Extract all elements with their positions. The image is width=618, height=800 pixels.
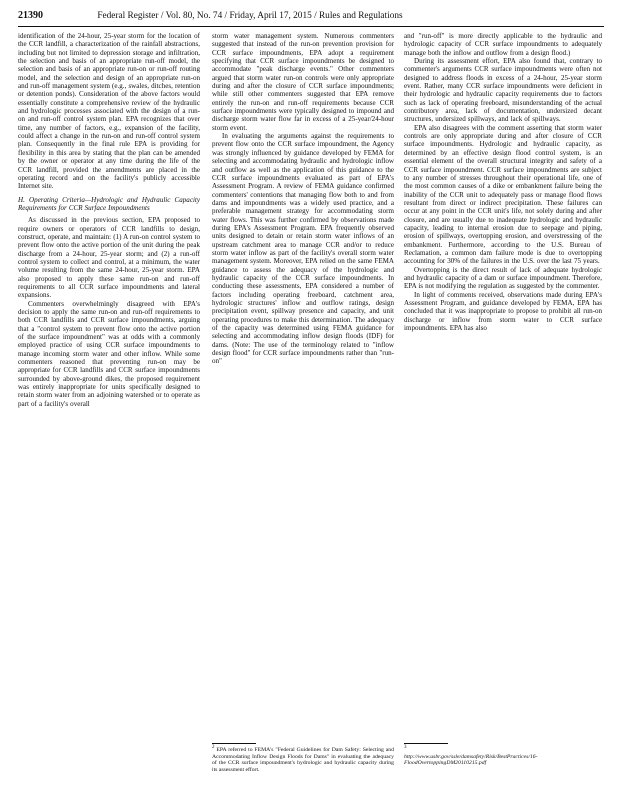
footnote-2	[212, 747, 394, 774]
footnote-rule	[212, 743, 256, 744]
paragraph: In light of comments received, observations made during EPA's Assessment Program, and guidance developed by FEMA, EPA has concluded that it was inappropriate to propose to prohibit all run-on discharge or inflow from storm water to CCR surface impoundments. EPA has also	[404, 290, 602, 333]
footnote-text: EPA referred to FEMA's "Federal Guidelines for Dam Safety: Selecting and Accommodating Inflow Design Floods for Dams" in evaluating the adequacy of the CCR surface impoundment's hydrologic and hydraulic capacity during its assessment effort.	[212, 747, 394, 774]
paragraph: Commenters overwhelmingly disagreed with EPA's decision to apply the same run-on and run-off requirements to both CCR landfills and CCR surface impoundments, arguing that a "control system to prevent flow onto the active portion of the surface impoundment" was at odds with a commonly employed practice of using CCR surface impoundments to manage incoming storm water and other inflow. While some commenters reasoned that preventing run-on may be appropriate for CCR landfills and CCR surface impoundments surrounded by above-ground dikes, the proposed requirement was entirely inappropriate for units specifically designed to retain storm water from an adjoining watershed or to operate as part of a facility's overall	[18, 299, 200, 408]
section-heading: H. Operating Criteria—Hydrologic and Hydraulic Capacity Requirements for CCR Surface Impoundments	[18, 195, 200, 212]
paragraph: As discussed in the previous section, EPA proposed to require owners or operators of CCR landfills to design, construct, operate, and maintain: (1) A run-on control system to prevent flow onto the active portion of the unit during the peak discharge from a 24-hour, 25-year storm; and (2) a run-off control system to collect and control, at a minimum, the water volume resulting from the same 24-hour, 25-year storm. EPA also proposed to apply these same run-on and run-off requirements to all CCR surface impoundments and lateral expansions.	[18, 216, 200, 300]
text-column-2	[212, 32, 394, 366]
paragraph: During its assessment effort, EPA also found that, contrary to commenter's arguments CCR surface impoundments were often not designed to address floods in excess of a 24-hour, 25-year storm event. Rather, many CCR surface impoundments were deficient in their hydrologic and hydraulic capacity requirements due to factors such as lack of operating freeboard, misunderstanding of the actual contributory area, lack of documentation, undersized decant structures, undersized spillways, and lack of spillways.	[404, 57, 602, 124]
footnote-link[interactable]: http://www.usbr.gov/ssle/damsafety/Risk/BestPractices/16-FloodOvertoppingDM20110215.pdf	[404, 753, 538, 767]
footnote-rule	[404, 743, 448, 744]
page-header	[18, 10, 604, 24]
paragraph: identification of the 24-hour, 25-year storm for the location of the CCR landfill, a characterization of the rainfall abstractions, including but not limited to depression storage and infiltration, the selection and basis of an appropriate run-off model, the selection and basis of an appropriate run-on or run-off routing model, and the selection and design of an appropriate run-on and run-off management system (e.g., swales, ditches, retention or detention ponds). Consideration of the above factors would essentially constitute a comprehensive review of the hydraulic and hydrologic processes associated with the design of a run-on and run-off control system plan. EPA recognizes that over time, any number of factors, e.g., expansion of the facility, could affect a change in the run-on and run-off control system plan. Consequently in the final rule EPA is providing for flexibility in this area by stating that the plan can be amended by the owner or operator at any time during the life of the CCR landfill, provided the amendments are placed in the operating record and on the facility's publicly accessible Internet site.	[18, 32, 200, 191]
paragraph: Overtopping is the direct result of lack of adequate hydrologic and hydraulic capacity of a dam or surface impoundment. Therefore, EPA is not modifying the regulation as suggested by the commenter.	[404, 265, 602, 291]
header-rule	[18, 26, 604, 27]
paragraph: storm water management system. Numerous commenters suggested that instead of the run-on prevention provision for CCR surface impoundments, EPA adopt a requirement specifying that CCR surface impoundments be designed to accommodate "peak discharge events." Other commenters argued that storm water run-on controls were only appropriate during and after the closure of CCR surface impoundments; while still other commenters suggested that EPA remove entirely the run-on and run-off requirements because CCR surface impoundments were typically designed to impound and discharge storm water flow far in excess of a 25-year/24-hour storm event.	[212, 32, 394, 132]
text-column-3	[404, 32, 602, 332]
paragraph: and "run-off" is more directly applicable to the hydraulic and hydrologic capacity of CCR surface impoundments to adequately manage both the inflow and outflow from a design flood.)	[404, 32, 602, 57]
footnote-marker: 3	[404, 745, 407, 751]
paragraph: In evaluating the arguments against the requirements to prevent flow onto the CCR surface impoundment, the Agency was strongly influenced by guidance developed by FEMA for selecting and accommodating hydraulic and hydrologic inflow and outflow as well as the application of this guidance to the CCR surface impoundments evaluated as part of EPA's Assessment Program. A review of FEMA guidance confirmed commenters' contentions that managing flow both to and from dams and impoundments was a widely used practice, and a preferable management strategy for accommodating storm water flows. This was further confirmed by observations made during EPA's Assessment Program. EPA frequently observed units designed to detain or retain storm water inflows of an upstream catchment area to manage CCR and/or to reduce storm water inflow as part of the facility's overall storm water management system. Moreover, EPA relied on the same FEMA guidance to assess the adequacy of the hydrologic and hydraulic capacity of the CCR surface impoundments. In conducting these assessments, EPA considered a number of factors including operating freeboard, catchment area, hydrologic structures' inflow and outflow ratings, design precipitation event, spillway presence and capacity, and unit operating procedures to make this determination. The adequacy of the capacity was determined using FEMA guidance for selecting and accommodating inflow design floods (IDF) for dams. (Note: The use of the terminology related to "inflow design flood" for CCR surface impoundments rather than "run-on"	[212, 132, 394, 366]
text-column-1	[18, 32, 200, 408]
page-number: 21390	[18, 10, 43, 21]
footnote-3	[404, 747, 564, 767]
footnote-marker: 2	[212, 745, 215, 751]
paragraph: EPA also disagrees with the comment asserting that storm water controls are only appropriate during and after closure of CCR surface impoundments. Hydrologic and hydraulic capacity, as determined by an effective design flood control system, is an essential element of the overall structural integrity and safety of a CCR surface impoundment. CCR surface impoundments are subject to any number of stresses throughout their operational life, one of the most common causes of a dike or embankment failure being the inability of the CCR unit to adequately pass or manage flood flows resultant from direct or indirect precipitation. These failures can occur at any point in the CCR unit's life, not solely during and after closure, and are usually due to inadequate hydrologic and hydraulic capacity, leading to internal erosion due to seepage and piping, erosion of spillways, overtopping erosion, and overstressing of the embankment. Furthermore, according to the U.S. Bureau of Reclamation, a common dam failure mode is due to overtopping accounting for 30% of the failures in the U.S. over the last 75 years.	[404, 123, 602, 266]
running-head: Federal Register / Vol. 80, No. 74 / Friday, April 17, 2015 / Rules and Regulations	[97, 11, 403, 21]
